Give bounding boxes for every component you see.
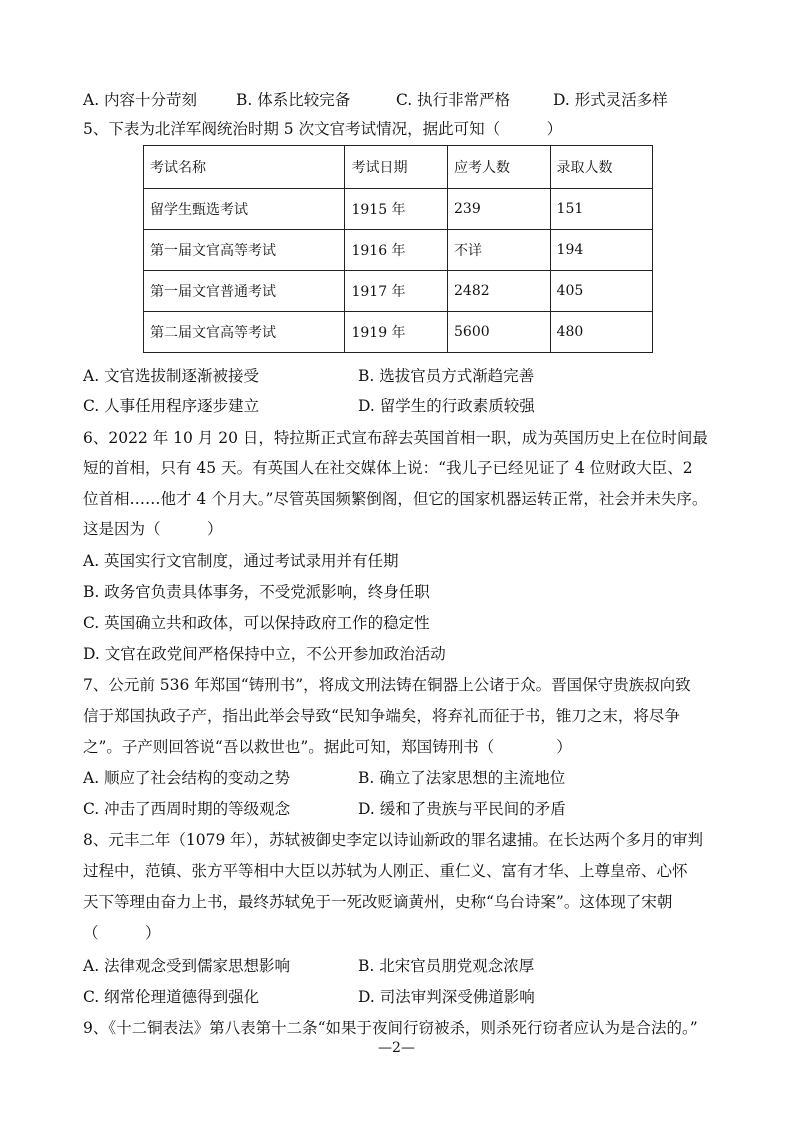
q7-option-d: D. 缓和了贵族与平民间的矛盾 [358,800,566,818]
q4-option-a: A. 内容十分苛刻 [83,91,198,109]
q8-stem-line: （ ） [83,924,161,942]
q7-stem-line: 信于郑国执政子产，指出此举会导致“民知争端矣，将弃礼而征于书，锥刀之末，将尽争 [83,707,680,725]
cell-exam-date: 1919 年 [345,312,448,353]
q8-option-d: D. 司法审判深受佛道影响 [358,988,535,1006]
cell-exam-name: 第一届文官普通考试 [144,271,345,312]
cell-exam-date: 1916 年 [345,230,448,271]
q7-option-c: C. 冲击了西周时期的等级观念 [83,800,291,818]
header-admitted: 录取人数 [550,146,652,189]
q8-option-c: C. 纲常伦理道德得到强化 [83,988,260,1006]
cell-exam-date: 1917 年 [345,271,448,312]
q6-option-c: C. 英国确立共和政体，可以保持政府工作的稳定性 [83,614,430,632]
q5-option-d: D. 留学生的行政素质较强 [358,397,535,415]
header-exam-date: 考试日期 [345,146,448,189]
q8-option-b: B. 北宋官员朋党观念浓厚 [358,957,535,975]
cell-applicants: 5600 [448,312,551,353]
cell-applicants: 2482 [448,271,551,312]
q5-option-b: B. 选拔官员方式渐趋完善 [358,367,535,385]
q7-option-a: A. 顺应了社会结构的变动之势 [83,769,291,787]
q6-option-a: A. 英国实行文官制度，通过考试录用并有任期 [83,552,399,570]
q9-stem-line: 9、《十二铜表法》第八表第十二条“如果于夜间行窃被杀，则杀死行窃者应认为是合法的。” [83,1019,698,1037]
table-row [144,230,653,271]
table-row [144,312,653,353]
page-number: —2— [378,1040,415,1056]
q7-stem-line: 7、公元前 536 年郑国“铸刑书”，将成文刑法铸在铜器上公诸于众。晋国保守贵族叔向致 [83,676,691,694]
q5-stem: 5、下表为北洋军阀统治时期 5 次文官考试情况，据此可知（ ） [83,120,563,138]
header-exam-name: 考试名称 [144,146,345,189]
q7-option-b: B. 确立了法家思想的主流地位 [358,769,566,787]
q5-option-a: A. 文官选拔制逐渐被接受 [83,367,260,385]
table-row [144,271,653,312]
cell-admitted: 480 [550,312,652,353]
q7-stem-line: 之”。子产则回答说“吾以救世也”。据此可知，郑国铸刑书（ ） [83,738,572,756]
cell-admitted: 405 [550,271,652,312]
table-row [144,189,653,230]
q6-option-b: B. 政务官负责具体事务，不受党派影响，终身任职 [83,583,430,601]
cell-applicants: 不详 [448,230,551,271]
cell-exam-name: 第一届文官高等考试 [144,230,345,271]
q8-stem-line: 8、元丰二年（1079 年），苏轼被御史李定以诗讪新政的罪名逮捕。在长达两个多月的审判 [83,831,703,849]
q6-option-d: D. 文官在政党间严格保持中立，不公开参加政治活动 [83,645,446,663]
cell-applicants: 239 [448,189,551,230]
exam-stats-table [143,145,653,353]
q4-option-d: D. 形式灵活多样 [553,91,668,109]
q5-option-c: C. 人事任用程序逐步建立 [83,397,260,415]
cell-admitted: 151 [550,189,652,230]
q8-option-a: A. 法律观念受到儒家思想影响 [83,957,291,975]
cell-exam-date: 1915 年 [345,189,448,230]
q4-option-c: C. 执行非常严格 [396,91,511,109]
table-header-row [144,146,653,189]
cell-exam-name: 留学生甄选考试 [144,189,345,230]
q8-stem-line: 天下等理由奋力上书，最终苏轼免于一死改贬谪黄州，史称“乌台诗案”。这体现了宋朝 [83,893,673,911]
q6-stem-line: 短的首相，只有 45 天。有英国人在社交媒体上说：“我儿子已经见证了 4 位财政大臣、2 [83,459,693,477]
cell-admitted: 194 [550,230,652,271]
cell-exam-name: 第二届文官高等考试 [144,312,345,353]
q8-stem-line: 过程中，范镇、张方平等相中大臣以苏轼为人刚正、重仁义、富有才华、上尊皇帝、心怀 [83,862,688,880]
q6-stem-line: 6、2022 年 10 月 20 日，特拉斯正式宣布辞去英国首相一职，成为英国历史上在位时间最 [83,429,708,447]
q4-option-b: B. 体系比较完备 [236,91,351,109]
header-applicants: 应考人数 [448,146,551,189]
q6-stem-line: 位首相……他才 4 个月大。”尽管英国频繁倒阁，但它的国家机器运转正常，社会并未失序。 [83,490,708,508]
q6-stem-line: 这是因为（ ） [83,520,223,538]
